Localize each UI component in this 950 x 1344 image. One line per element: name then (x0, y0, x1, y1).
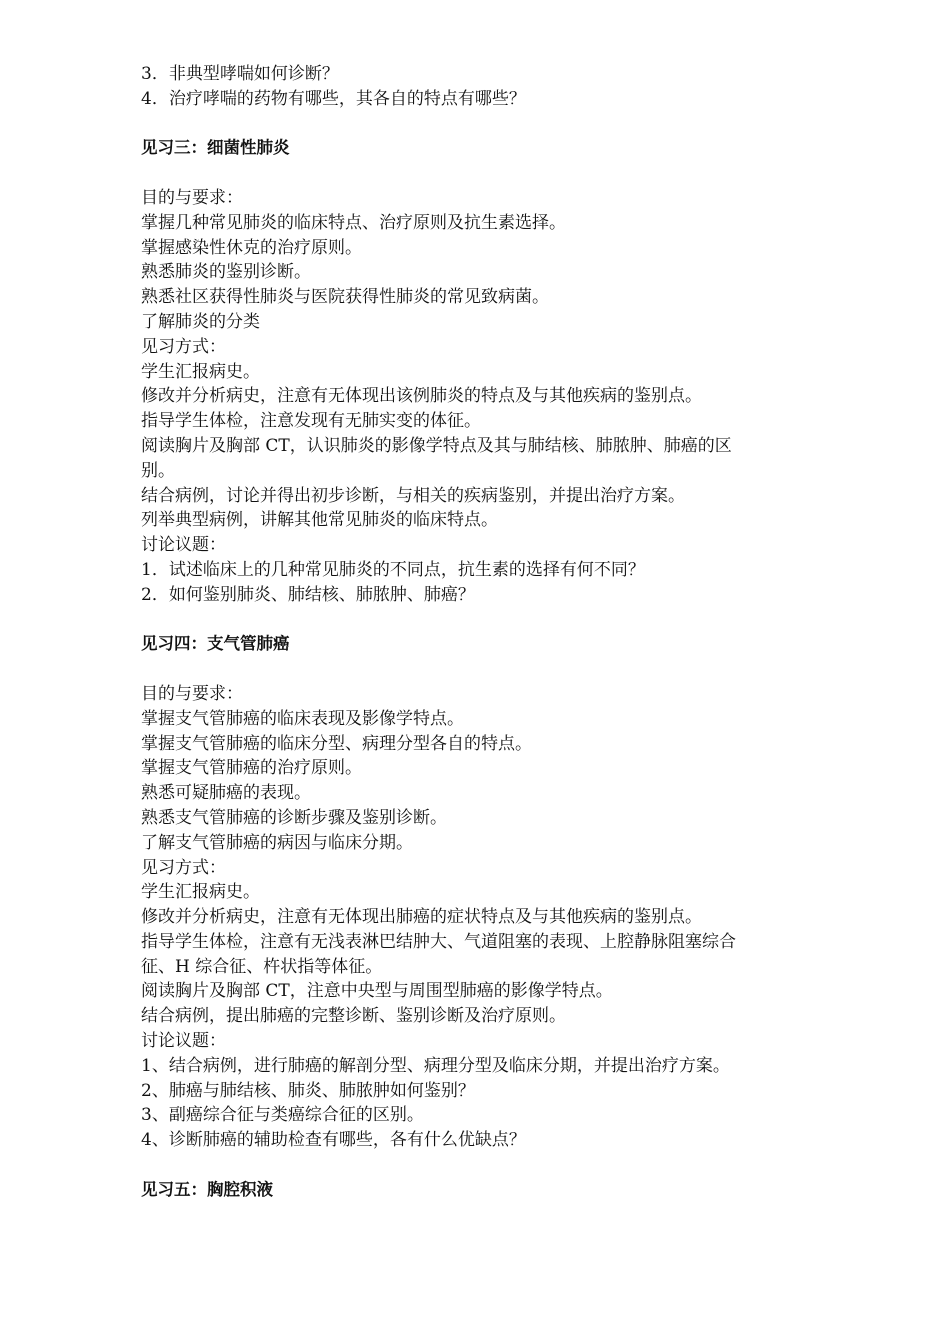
section4-method-5: 结合病例，提出肺癌的完整诊断、鉴别诊断及治疗原则。 (141, 1006, 566, 1027)
section3-goal-2: 掌握感染性休克的治疗原则。 (141, 237, 362, 258)
section4-title: 见习四：支气管肺癌 (141, 634, 290, 654)
section4-discussion-2: 2、肺癌与肺结核、肺炎、肺脓肿如何鉴别？ (141, 1080, 475, 1101)
intro-question-4: 4．治疗哮喘的药物有哪些，其各自的特点有哪些？ (141, 88, 526, 109)
section3-method-5: 结合病例，讨论并得出初步诊断，与相关的疾病鉴别，并提出治疗方案。 (141, 485, 685, 506)
section3-goal-4: 熟悉社区获得性肺炎与医院获得性肺炎的常见致病菌。 (141, 287, 549, 308)
intro-question-3: 3．非典型哮喘如何诊断？ (141, 64, 339, 84)
section3-method-label: 见习方式： (141, 336, 226, 357)
section3-method-3: 指导学生体检，注意发现有无肺实变的体征。 (141, 411, 481, 432)
section4-method-3-cont: 征、H 综合征、杵状指等体征。 (141, 956, 383, 977)
section3-method-2: 修改并分析病史，注意有无体现出该例肺炎的特点及与其他疾病的鉴别点。 (141, 386, 702, 407)
document-page (141, 62, 821, 1203)
section4-method-2: 修改并分析病史，注意有无体现出肺癌的症状特点及与其他疾病的鉴别点。 (141, 907, 702, 928)
section4-goal-6: 了解支气管肺癌的病因与临床分期。 (141, 832, 413, 853)
section3-method-4: 阅读胸片及胸部 CT，认识肺炎的影像学特点及其与肺结核、肺脓肿、肺癌的区 (141, 435, 732, 456)
section3-title: 见习三：细菌性肺炎 (141, 138, 290, 158)
section4-method-3: 指导学生体检，注意有无浅表淋巴结肿大、气道阻塞的表现、上腔静脉阻塞综合 (141, 931, 736, 952)
section3-goals-label: 目的与要求： (141, 187, 243, 208)
section3-goal-3: 熟悉肺炎的鉴别诊断。 (141, 262, 311, 283)
section3-discussion-1: 1．试述临床上的几种常见肺炎的不同点，抗生素的选择有何不同？ (141, 559, 645, 580)
section3-method-4-cont: 别。 (141, 460, 175, 481)
section3-goal-1: 掌握几种常见肺炎的临床特点、治疗原则及抗生素选择。 (141, 212, 566, 233)
section4-method-4: 阅读胸片及胸部 CT，注意中央型与周围型肺癌的影像学特点。 (141, 981, 613, 1002)
section4-goal-4: 熟悉可疑肺癌的表现。 (141, 783, 311, 804)
section3-method-6: 列举典型病例，讲解其他常见肺炎的临床特点。 (141, 510, 498, 531)
section3-goal-5: 了解肺炎的分类 (141, 311, 260, 332)
section4-discussion-label: 讨论议题： (141, 1031, 226, 1052)
section3-discussion-label: 讨论议题： (141, 535, 226, 556)
section3-discussion-2: 2．如何鉴别肺炎、肺结核、肺脓肿、肺癌？ (141, 584, 475, 605)
section4-goal-1: 掌握支气管肺癌的临床表现及影像学特点。 (141, 708, 464, 729)
section5-title: 见习五：胸腔积液 (141, 1179, 273, 1199)
section4-discussion-4: 4、诊断肺癌的辅助检查有哪些，各有什么优缺点？ (141, 1130, 526, 1151)
section4-goal-5: 熟悉支气管肺癌的诊断步骤及鉴别诊断。 (141, 807, 447, 828)
section4-goal-3: 掌握支气管肺癌的治疗原则。 (141, 758, 362, 779)
section4-goal-2: 掌握支气管肺癌的临床分型、病理分型各自的特点。 (141, 733, 532, 754)
section3-method-1: 学生汇报病史。 (141, 361, 260, 382)
section4-discussion-1: 1、结合病例，进行肺癌的解剖分型、病理分型及临床分期，并提出治疗方案。 (141, 1055, 730, 1076)
section4-discussion-3: 3、副癌综合征与类癌综合征的区别。 (141, 1105, 424, 1126)
section4-method-label: 见习方式： (141, 857, 226, 878)
section4-goals-label: 目的与要求： (141, 683, 243, 704)
section4-method-1: 学生汇报病史。 (141, 882, 260, 903)
